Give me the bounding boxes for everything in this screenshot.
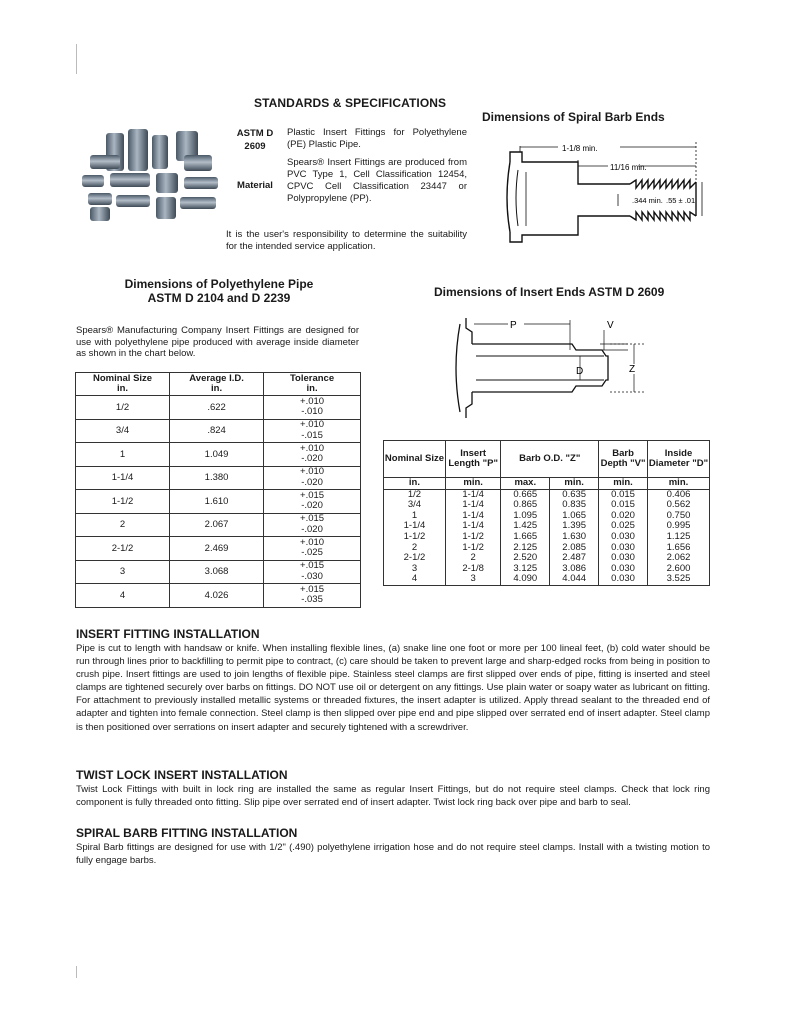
- spiral-installation-heading: SPIRAL BARB FITTING INSTALLATION: [76, 826, 298, 840]
- pe-tolerance-minus: -.020: [301, 523, 323, 535]
- pe-cell-nominal: 2-1/2: [76, 537, 170, 561]
- ins-unit: min.: [599, 478, 648, 490]
- pe-tolerance-minus: -.020: [301, 476, 323, 488]
- pe-pipe-table: [75, 372, 361, 608]
- pe-cell-avg-id: 2.469: [170, 537, 264, 561]
- ins-cell: 1-1/4: [445, 500, 500, 511]
- ins-cell: 2.600: [648, 564, 710, 575]
- pe-tolerance-minus: -.035: [301, 594, 323, 606]
- ins-cell: 0.865: [501, 500, 550, 511]
- pe-pipe-title: [84, 277, 354, 305]
- insert-ends-table: [383, 440, 710, 586]
- ins-cell: 1: [384, 511, 446, 522]
- pe-table-row: [76, 560, 361, 584]
- ins-cell: 3/4: [384, 500, 446, 511]
- spiral-barb-title: Dimensions of Spiral Barb Ends: [482, 110, 665, 124]
- pe-cell-nominal: 3: [76, 560, 170, 584]
- spiral-installation-text: Spiral Barb fittings are designed for use with 1/2" (.490) polyethylene irrigation hose and do not require steel clamps. Install with a twisting motion to fully engage barbs.: [76, 842, 710, 867]
- ins-unit: max.: [501, 478, 550, 490]
- material-label: Material: [237, 180, 273, 191]
- ins-cell: 2.520: [501, 553, 550, 564]
- ins-cell: 1-1/4: [384, 521, 446, 532]
- insert-label-z: Z: [629, 364, 636, 375]
- ins-cell: 0.562: [648, 500, 710, 511]
- pe-tolerance-minus: -.010: [301, 406, 323, 418]
- spiral-barb-diagram: [490, 130, 720, 250]
- insert-installation-heading: INSERT FITTING INSTALLATION: [76, 627, 260, 641]
- ins-cell: 0.635: [550, 489, 599, 500]
- pe-header-nominal: Nominal Size in.: [76, 373, 170, 396]
- ins-cell: 1/2: [384, 489, 446, 500]
- ins-cell: 3: [445, 574, 500, 585]
- pe-cell-avg-id: 3.068: [170, 560, 264, 584]
- ins-cell: 0.030: [599, 532, 648, 543]
- ins-cell: 2.085: [550, 543, 599, 554]
- ins-cell: 0.406: [648, 489, 710, 500]
- ins-cell: 1-1/2: [445, 532, 500, 543]
- ins-cell: 0.015: [599, 500, 648, 511]
- pe-table-row: [76, 466, 361, 490]
- pe-cell-nominal: 1-1/2: [76, 490, 170, 514]
- pe-pipe-title-line1: Dimensions of Polyethylene Pipe: [124, 277, 314, 291]
- ins-header-depth: Barb Depth "V": [599, 441, 648, 478]
- spiral-dim-d: .55 ± .01: [666, 196, 696, 205]
- ins-header-nominal: Nominal Size: [384, 441, 446, 478]
- pe-cell-tolerance: [264, 560, 361, 584]
- ins-table-row: [384, 511, 710, 522]
- pe-table-row: [76, 396, 361, 420]
- pe-cell-avg-id: 1.610: [170, 490, 264, 514]
- ins-header-inside: Inside Diameter "D": [648, 441, 710, 478]
- ins-unit: min.: [445, 478, 500, 490]
- pe-cell-tolerance: [264, 466, 361, 490]
- ins-cell: 0.665: [501, 489, 550, 500]
- pe-tolerance-plus: +.015: [300, 513, 325, 525]
- pe-tolerance-minus: -.020: [301, 453, 323, 465]
- pe-cell-avg-id: 2.067: [170, 513, 264, 537]
- pe-table-header-row: [76, 373, 361, 396]
- ins-cell: 3.525: [648, 574, 710, 585]
- ins-cell: 2: [445, 553, 500, 564]
- margin-rule-top: [76, 44, 77, 74]
- pe-cell-avg-id: 4.026: [170, 584, 264, 608]
- ins-table-row: [384, 553, 710, 564]
- insert-ends-title: Dimensions of Insert Ends ASTM D 2609: [434, 285, 665, 299]
- pe-header-tolerance: Tolerance in.: [264, 373, 361, 396]
- standards-title: STANDARDS & SPECIFICATIONS: [254, 96, 447, 110]
- pe-tolerance-plus: +.010: [300, 419, 325, 431]
- insert-fittings-photo: [80, 125, 225, 225]
- ins-header-barb: Barb O.D. "Z": [501, 441, 599, 478]
- ins-cell: 1.395: [550, 521, 599, 532]
- insert-label-v: V: [607, 320, 614, 331]
- ins-cell: 1-1/2: [384, 532, 446, 543]
- pe-tolerance-plus: +.010: [300, 466, 325, 478]
- pe-tolerance-minus: -.025: [301, 547, 323, 559]
- ins-table-header-row: [384, 441, 710, 478]
- astm-text: Plastic Insert Fittings for Polyethylene (PE) Plastic Pipe.: [287, 127, 467, 150]
- pe-cell-nominal: 1-1/4: [76, 466, 170, 490]
- ins-cell: 0.030: [599, 553, 648, 564]
- pe-pipe-title-line2: ASTM D 2104 and D 2239: [147, 291, 291, 305]
- ins-cell: 0.030: [599, 564, 648, 575]
- ins-cell: 4: [384, 574, 446, 585]
- ins-cell: 1.630: [550, 532, 599, 543]
- insert-end-diagram: [452, 310, 652, 426]
- ins-cell: 0.025: [599, 521, 648, 532]
- ins-cell: 1.065: [550, 511, 599, 522]
- pe-table-row: [76, 513, 361, 537]
- astm-label: [232, 127, 278, 153]
- ins-cell: 1.125: [648, 532, 710, 543]
- ins-table-row: [384, 489, 710, 500]
- twist-lock-text: Twist Lock Fittings with built in lock ring are installed the same as regular Insert Fittings, but do not require steel clamps. Check that lock ring component is fully threaded onto fitting. Slip pipe over serrated end of insert adapter. Twist lock ring back over pipe and barb to seal.: [76, 784, 710, 809]
- ins-cell: 0.750: [648, 511, 710, 522]
- ins-table-row: [384, 521, 710, 532]
- ins-cell: 2.062: [648, 553, 710, 564]
- ins-cell: 4.090: [501, 574, 550, 585]
- ins-cell: 0.030: [599, 543, 648, 554]
- ins-cell: 2-1/2: [384, 553, 446, 564]
- ins-cell: 0.020: [599, 511, 648, 522]
- ins-cell: 0.030: [599, 574, 648, 585]
- twist-lock-heading: TWIST LOCK INSERT INSTALLATION: [76, 768, 288, 782]
- pe-cell-tolerance: [264, 419, 361, 443]
- ins-table-row: [384, 532, 710, 543]
- ins-cell: 3: [384, 564, 446, 575]
- ins-cell: 0.015: [599, 489, 648, 500]
- pe-tolerance-plus: +.015: [300, 489, 325, 501]
- pe-table-row: [76, 537, 361, 561]
- ins-cell: 3.125: [501, 564, 550, 575]
- insert-installation-text: Pipe is cut to length with handsaw or knife. When installing flexible lines, (a) snake line one foot or more per 100 lineal feet, (b) cold water should be run through lines prior to backfilling to permit pipe to contract, (c) care should be taken to prevent large and sharp-edged rocks from being in position to crush pipe. Insert fittings are used to join lengths of flexible pipe. Stainless steel clamps are first slipped over ends of pipe, fitting is inserted and steel clamps are tightened securely over barbs on fittings. DO NOT use oil or detergent on any fittings. Use plain water or soapy water as lubricant on fitting. For attachment to previously installed metallic systems or threaded fixtures, the insert adapter is utilized. Apply thread sealant to the threaded end of adapter and tighten into female connection. Steel clamp is then slipped over pipe end and pipe slipped over serrated end of insert adapter. Steel clamp is then positioned over serrations on insert adapter and securely tightened with a screwdriver.: [76, 643, 710, 733]
- pe-tolerance-minus: -.030: [301, 570, 323, 582]
- ins-cell: 1-1/4: [445, 521, 500, 532]
- ins-table-row: [384, 543, 710, 554]
- ins-cell: 1.095: [501, 511, 550, 522]
- astm-label-line2: 2609: [244, 141, 266, 152]
- spiral-dim-b: 11/16 min.: [610, 163, 647, 172]
- pe-cell-tolerance: [264, 490, 361, 514]
- ins-unit: min.: [550, 478, 599, 490]
- ins-cell: 1-1/4: [445, 489, 500, 500]
- ins-cell: 2: [384, 543, 446, 554]
- ins-cell: 4.044: [550, 574, 599, 585]
- pe-cell-tolerance: [264, 396, 361, 420]
- pe-cell-nominal: 1: [76, 443, 170, 467]
- pe-cell-nominal: 3/4: [76, 419, 170, 443]
- ins-cell: 1-1/2: [445, 543, 500, 554]
- ins-cell: 1.425: [501, 521, 550, 532]
- spiral-dim-a: 1-1/8 min.: [562, 144, 598, 153]
- pe-cell-nominal: 1/2: [76, 396, 170, 420]
- ins-cell: 1.656: [648, 543, 710, 554]
- pe-table-row: [76, 443, 361, 467]
- pe-cell-tolerance: [264, 537, 361, 561]
- pe-header-avg-id: Average I.D. in.: [170, 373, 264, 396]
- pe-pipe-intro: Spears® Manufacturing Company Insert Fittings are designed for use with polyethylene pipe produced with average inside diameter as shown in the chart below.: [76, 325, 359, 360]
- pe-tolerance-minus: -.020: [301, 500, 323, 512]
- pe-cell-avg-id: .824: [170, 419, 264, 443]
- ins-unit: min.: [648, 478, 710, 490]
- ins-cell: 3.086: [550, 564, 599, 575]
- ins-table-row: [384, 564, 710, 575]
- pe-cell-tolerance: [264, 513, 361, 537]
- spiral-dim-c: .344 min.: [632, 196, 663, 205]
- pe-cell-avg-id: 1.380: [170, 466, 264, 490]
- pe-table-row: [76, 419, 361, 443]
- pe-cell-avg-id: .622: [170, 396, 264, 420]
- pe-cell-nominal: 4: [76, 584, 170, 608]
- ins-cell: 2.487: [550, 553, 599, 564]
- material-text: Spears® Insert Fittings are produced from PVC Type 1, Cell Classification 12454, CPVC Cell Classification 23447 or Polypropylene (PP).: [287, 157, 467, 204]
- pe-tolerance-plus: +.010: [300, 395, 325, 407]
- pe-tolerance-plus: +.015: [300, 560, 325, 572]
- ins-cell: 1-1/4: [445, 511, 500, 522]
- pe-cell-tolerance: [264, 584, 361, 608]
- ins-cell: 0.995: [648, 521, 710, 532]
- astm-label-line1: ASTM D: [236, 128, 274, 139]
- pe-tolerance-plus: +.010: [300, 536, 325, 548]
- ins-cell: 2-1/8: [445, 564, 500, 575]
- ins-cell: 1.665: [501, 532, 550, 543]
- pe-cell-nominal: 2: [76, 513, 170, 537]
- ins-cell: 0.835: [550, 500, 599, 511]
- pe-cell-avg-id: 1.049: [170, 443, 264, 467]
- pe-cell-tolerance: [264, 443, 361, 467]
- insert-label-d: D: [576, 366, 584, 377]
- pe-tolerance-plus: +.010: [300, 442, 325, 454]
- pe-table-row: [76, 584, 361, 608]
- ins-table-row: [384, 500, 710, 511]
- ins-table-row: [384, 574, 710, 585]
- ins-unit: in.: [384, 478, 446, 490]
- ins-header-length: Insert Length "P": [445, 441, 500, 478]
- pe-tolerance-plus: +.015: [300, 583, 325, 595]
- pe-tolerance-minus: -.015: [301, 429, 323, 441]
- responsibility-note: It is the user's responsibility to determine the suitability for the intended service application.: [226, 229, 467, 252]
- ins-units-row: [384, 478, 710, 490]
- ins-cell: 2.125: [501, 543, 550, 554]
- margin-rule-bottom: [76, 966, 77, 978]
- insert-label-p: P: [510, 320, 517, 331]
- pe-table-row: [76, 490, 361, 514]
